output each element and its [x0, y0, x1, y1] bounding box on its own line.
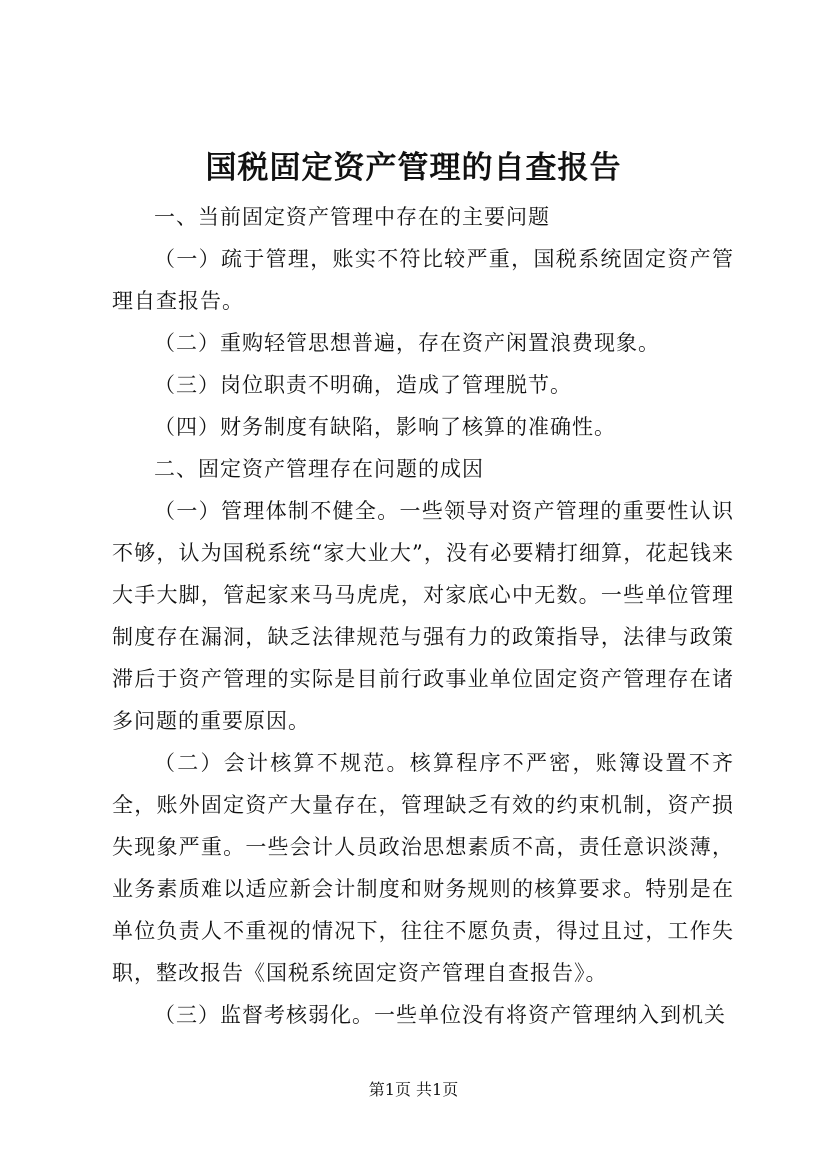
- section-heading-1: 一、当前固定资产管理中存在的主要问题: [154, 205, 550, 229]
- document-title: 国税固定资产管理的自查报告: [205, 150, 622, 186]
- paragraph: （二）重购轻管思想普遍，存在资产闲置浪费现象。: [154, 331, 660, 355]
- section-heading-2: 二、固定资产管理存在问题的成因: [154, 457, 484, 481]
- paragraph: （四）财务制度有缺陷，影响了核算的准确性。: [154, 415, 616, 439]
- paragraph: （一）管理体制不健全。一些领导对资产管理的重要性认识不够，认为国税系统“家大业大”，没有必要精打细算，花起钱来大手大脚，管起家来马马虎虎，对家底心中无数。一些单位管理制度存在漏洞，缺乏法律规范与强有力的政策指导，法律与政策滞后于资产管理的实际是目前行政事业单位固定资产管理存在诸多问题的重要原因。: [112, 499, 734, 733]
- document-body: [112, 196, 734, 1036]
- paragraph: （二）会计核算不规范。核算程序不严密，账簿设置不齐全，账外固定资产大量存在，管理缺乏有效的约束机制，资产损失现象严重。一些会计人员政治思想素质不高，责任意识淡薄，业务素质难以适应新会计制度和财务规则的核算要求。特别是在单位负责人不重视的情况下，往往不愿负责，得过且过，工作失职，整改报告《国税系统固定资产管理自查报告》。: [112, 751, 734, 985]
- paragraph: （一）疏于管理，账实不符比较严重，国税系统固定资产管理自查报告。: [112, 247, 734, 313]
- paragraph: （三）岗位职责不明确，造成了管理脱节。: [154, 373, 572, 397]
- paragraph: （三）监督考核弱化。一些单位没有将资产管理纳入到机关: [154, 1003, 726, 1027]
- page-footer: 第1页 共1页: [368, 1080, 459, 1099]
